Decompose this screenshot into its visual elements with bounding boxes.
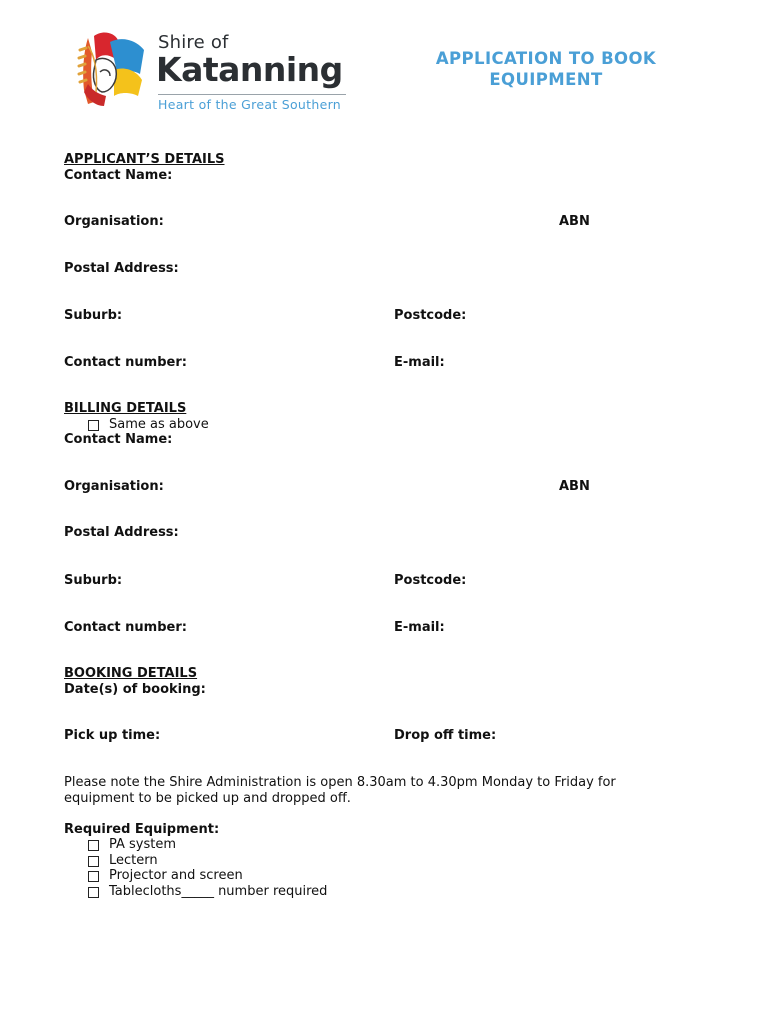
equipment-checkbox-projector[interactable] [88,868,243,884]
equipment-checkbox-tablecloths[interactable] [88,884,327,900]
billing-abn-label: ABN [559,479,590,494]
logo-shire-of: Shire of [158,32,229,53]
pickup-time-label: Pick up time: [64,728,161,743]
equipment-item-label: Tablecloths_____ number required [109,884,328,899]
same-as-above-checkbox[interactable] [88,417,209,433]
shire-logo [74,30,354,114]
logo-tagline: Heart of the Great Southern [158,97,342,112]
checkbox-box-icon[interactable] [88,420,99,431]
applicant-abn-label: ABN [559,214,590,229]
booking-dates-label: Date(s) of booking: [64,682,206,697]
applicant-organisation-label: Organisation: [64,214,164,229]
applicant-suburb-label: Suburb: [64,308,123,323]
billing-postal-address-label: Postal Address: [64,525,179,540]
logo-divider [158,94,346,95]
equipment-item-label: Lectern [109,853,158,868]
checkbox-box-icon[interactable] [88,856,99,867]
checkbox-box-icon[interactable] [88,871,99,882]
logo-katanning: Katanning [156,50,343,89]
equipment-item-label: Projector and screen [109,868,243,883]
dropoff-time-label: Drop off time: [394,728,497,743]
applicant-postcode-label: Postcode: [394,308,467,323]
applicant-contact-number-label: Contact number: [64,355,187,370]
applicant-contact-name-label: Contact Name: [64,168,173,183]
booking-heading: BOOKING DETAILS [64,666,198,681]
billing-suburb-label: Suburb: [64,573,123,588]
checkbox-box-icon[interactable] [88,887,99,898]
applicant-postal-address-label: Postal Address: [64,261,179,276]
office-hours-note-line1: Please note the Shire Administration is open 8.30am to 4.30pm Monday to Friday for [64,775,616,790]
office-hours-note-line2: equipment to be picked up and dropped off. [64,791,351,806]
document-title: APPLICATION TO BOOK EQUIPMENT [435,49,657,89]
applicant-email-label: E-mail: [394,355,445,370]
shire-emblem-icon [74,30,150,108]
equipment-checkbox-lectern[interactable] [88,853,158,869]
billing-contact-number-label: Contact number: [64,620,187,635]
equipment-item-label: PA system [109,837,177,852]
applicant-heading: APPLICANT’S DETAILS [64,152,225,167]
equipment-heading: Required Equipment: [64,822,220,837]
equipment-checkbox-pa-system[interactable] [88,837,176,853]
billing-postcode-label: Postcode: [394,573,467,588]
billing-email-label: E-mail: [394,620,445,635]
billing-organisation-label: Organisation: [64,479,164,494]
billing-contact-name-label: Contact Name: [64,432,173,447]
checkbox-box-icon[interactable] [88,840,99,851]
same-as-above-label: Same as above [109,417,209,432]
billing-heading: BILLING DETAILS [64,401,187,416]
